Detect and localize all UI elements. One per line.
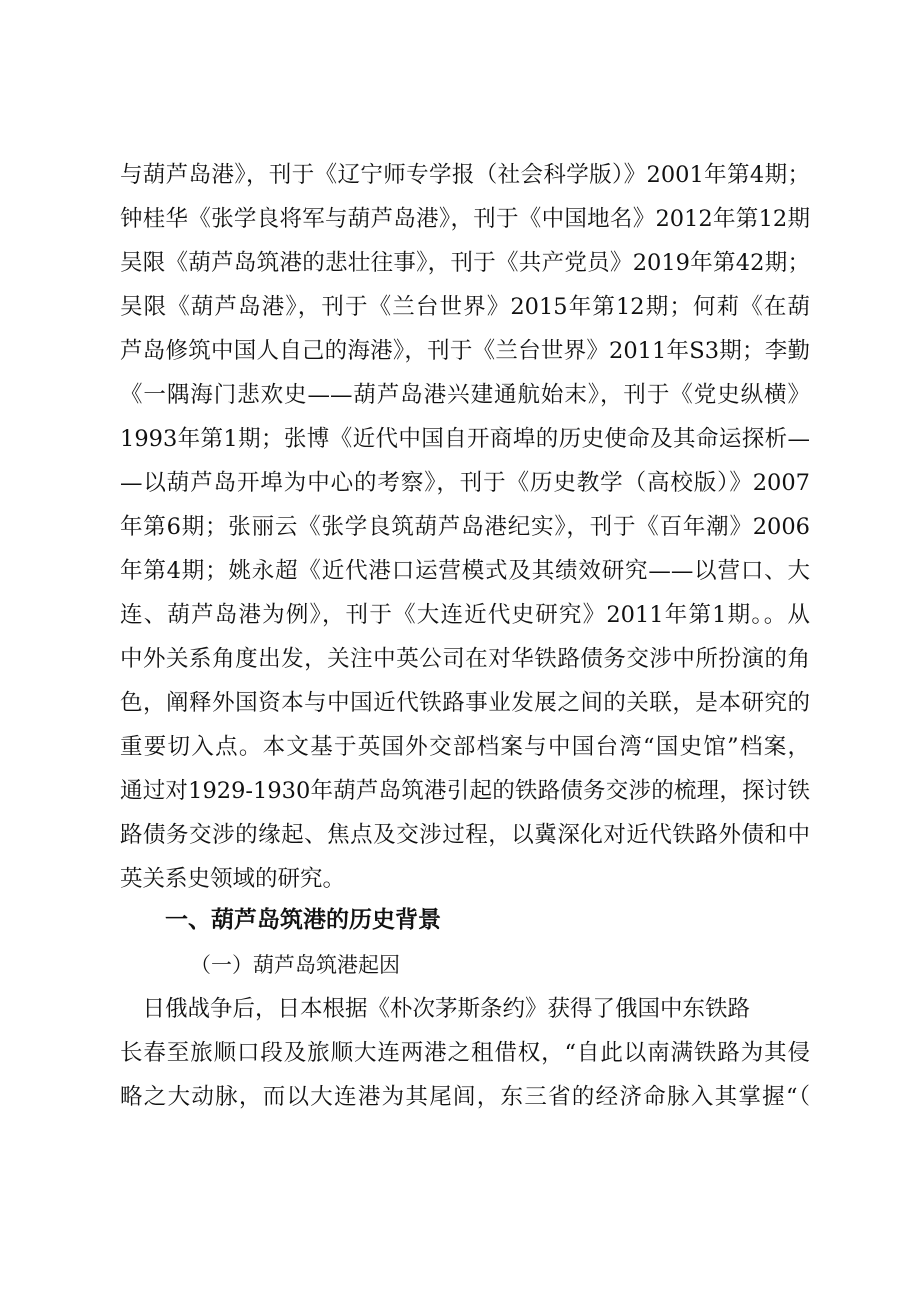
paragraph-1-line-12: 中外关系角度出发，关注中英公司在对华铁路债务交涉中所扮演的角 [120,646,810,672]
paragraph-1-line-8: —以葫芦岛开埠为中心的考察》，刊于《历史教学（高校版）》2007 [120,470,810,496]
subsection-heading: （一）葫芦岛筑港起因 [190,953,400,977]
paragraph-1-line-15: 通过对1929-1930年葫芦岛筑港引起的铁路债务交涉的梳理，探讨铁 [120,778,810,804]
paragraph-1-line-10: 年第4期；姚永超《近代港口运营模式及其绩效研究——以营口、大 [120,558,810,584]
paragraph-2-line-3: 略之大动脉，而以大连港为其尾闾，东三省的经济命脉入其掌握“（ [120,1084,810,1110]
paragraph-1-line-17: 英关系史领域的研究。 [120,866,346,892]
paragraph-1-line-3: 吴限《葫芦岛筑港的悲壮往事》，刊于《共产党员》2019年第42期； [120,250,810,276]
paragraph-1-line-7: 1993年第1期；张博《近代中国自开商埠的历史使命及其命运探析— [120,426,810,452]
paragraph-1-line-9: 年第6期；张丽云《张学良筑葫芦岛港纪实》，刊于《百年潮》2006 [120,514,810,540]
paragraph-2-line-1: 日俄战争后，日本根据《朴次茅斯条约》获得了俄国中东铁路 [120,996,751,1022]
paragraph-1-line-14: 重要切入点。本文基于英国外交部档案与中国台湾“国史馆”档案， [120,734,810,760]
paragraph-1-line-11: 连、葫芦岛港为例》，刊于《大连近代史研究》2011年第1期。。从 [120,602,810,628]
paragraph-1-line-6: 《一隅海门悲欢史——葫芦岛港兴建通航始末》，刊于《党史纵横》 [120,382,810,408]
paragraph-2-line-2: 长春至旅顺口段及旅顺大连两港之租借权，“自此以南满铁路为其侵 [120,1040,810,1066]
paragraph-1-line-13: 色，阐释外国资本与中国近代铁路事业发展之间的关联，是本研究的 [120,690,810,716]
paragraph-1-line-1: 与葫芦岛港》，刊于《辽宁师专学报（社会科学版）》2001年第4期； [120,162,810,188]
paragraph-1-line-5: 芦岛修筑中国人自己的海港》，刊于《兰台世界》2011年S3期；李勤 [120,338,810,364]
paragraph-1-line-16: 路债务交涉的缘起、焦点及交涉过程，以冀深化对近代铁路外债和中 [120,822,810,848]
paragraph-1-line-2: 钟桂华《张学良将军与葫芦岛港》，刊于《中国地名》2012年第12期 [120,206,810,232]
paragraph-1-line-4: 吴限《葫芦岛港》，刊于《兰台世界》2015年第12期；何莉《在葫 [120,294,810,320]
section-heading: 一、葫芦岛筑港的历史背景 [165,907,441,933]
